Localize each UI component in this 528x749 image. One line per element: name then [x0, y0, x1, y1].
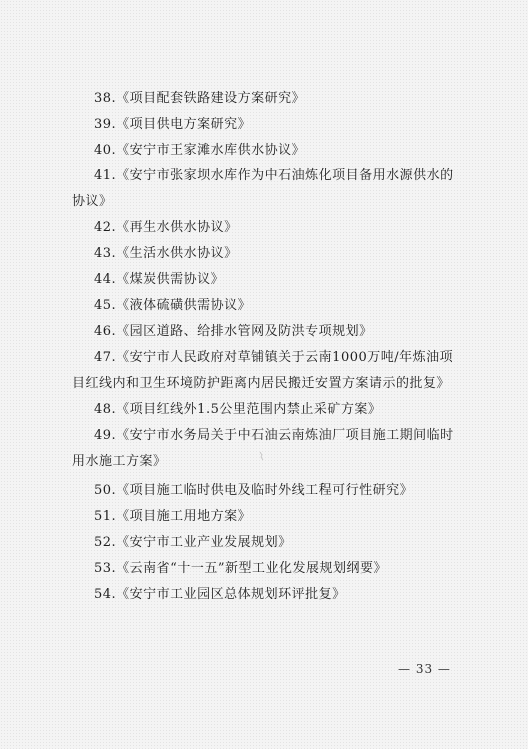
reference-item-46: 46.《园区道路、给排水管网及防洪专项规划》 — [94, 324, 373, 339]
reference-item-39: 39.《项目供电方案研究》 — [94, 117, 252, 132]
reference-item-51: 51.《项目施工用地方案》 — [94, 509, 252, 524]
reference-item-47-cont: 目红线内和卫生环境防护距离内居民搬迁安置方案请示的批复》 — [72, 376, 451, 391]
page-number: — 33 — — [398, 662, 451, 676]
reference-item-54: 54.《安宁市工业园区总体规划环评批复》 — [94, 587, 346, 602]
reference-item-43: 43.《生活水供水协议》 — [94, 246, 238, 261]
reference-item-50: 50.《项目施工临时供电及临时外线工程可行性研究》 — [94, 483, 414, 498]
reference-item-40: 40.《安宁市王家滩水库供水协议》 — [94, 143, 306, 158]
reference-item-42: 42.《再生水供水协议》 — [94, 220, 238, 235]
reference-item-45: 45.《液体硫磺供需协议》 — [94, 298, 252, 313]
reference-item-53: 53.《云南省“十一五”新型工业化发展规划纲要》 — [94, 561, 387, 576]
reference-item-41-cont: 协议》 — [72, 194, 113, 209]
scan-speck — [259, 451, 265, 461]
reference-item-49: 49.《安宁市水务局关于中石油云南炼油厂项目施工期间临时 — [94, 428, 454, 443]
reference-item-52: 52.《安宁市工业产业发展规划》 — [94, 535, 292, 550]
reference-item-38: 38.《项目配套铁路建设方案研究》 — [94, 91, 306, 106]
reference-item-41: 41.《安宁市张家坝水库作为中石油炼化项目备用水源供水的 — [94, 168, 454, 183]
reference-item-48: 48.《项目红线外1.5公里范围内禁止采矿方案》 — [94, 402, 382, 417]
reference-item-44: 44.《煤炭供需协议》 — [94, 272, 225, 287]
reference-item-47: 47.《安宁市人民政府对草铺镇关于云南1000万吨/年炼油项 — [94, 350, 454, 365]
reference-item-49-cont: 用水施工方案》 — [72, 454, 167, 469]
